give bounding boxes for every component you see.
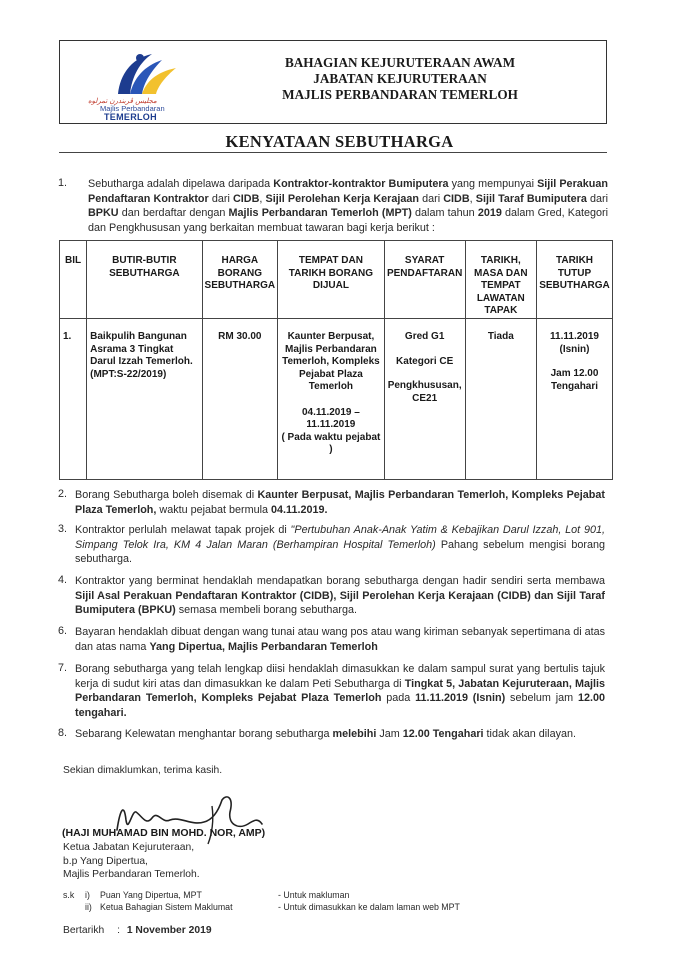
tutup-tarikh: 11.11.2019 (Isnin) [550,331,599,355]
cell-lawatan: Tiada [465,319,536,480]
signatory-name: (HAJI MUHAMAD BIN MOHD. NOR, AMP) [62,827,266,839]
th-syarat: SYARAT PENDAFTARAN [384,241,465,319]
th-harga: HARGA BORANG SEBUTHARGA [202,241,278,319]
p3-number: 3. [58,523,68,535]
p1-bold: Kontraktor-kontraktor Bumiputera [273,178,449,190]
p1-text: dari [418,192,444,205]
paragraph-2 [75,488,605,517]
syarat-pengkhususan: Pengkhususan, CE21 [387,380,462,404]
tempat-lokasi: Kaunter Berpusat, Majlis Perbandaran Temerloh, Kompleks Pejabat Plaza Temerloh [282,331,380,392]
cell-tempat [278,319,385,480]
p3-italic: "Pertubuhan Anak-Anak Yatim & Kebajikan Darul Izzah, Lot 901, Simpang Telok Ira, KM 4 Jalan Maran (Berhampiran Hospital Temerloh) [75,524,605,551]
p2-bold: Kaunter Berpusat, Majlis Perbandaran Temerloh, Kompleks Pejabat Plaza Temerloh, [75,489,605,516]
th-bil: BIL [60,241,87,319]
p7-bold: 11.11.2019 (Isnin) [415,692,506,704]
dept-line-3: MAJLIS PERBANDARAN TEMERLOH [282,87,518,102]
p1-bold: CIDB [443,192,470,205]
logo-swoosh-icon [80,44,190,98]
p8-bold: 12.00 Tengahari [402,728,484,740]
cc-to-2: Ketua Bahagian Sistem Maklumat [100,902,233,912]
closing-text: Sekian dimaklumkan, terima kasih. [63,765,223,776]
tempat-waktu: ( Pada waktu pejabat ) [281,431,381,455]
th-butir: BUTIR-BUTIR SEBUTHARGA [87,241,202,319]
logo-line1: Majlis Perbandaran [100,104,165,113]
p1-text: dalam tahun [411,207,478,219]
logo-line2: TEMERLOH [104,112,157,122]
paragraph-4 [75,574,605,618]
p7-text: Borang sebutharga yang telah lengkap diisi hendaklah dimasukkan ke dalam sampul surat yang bertulis tajuk kerja di sudut kiri atas dan dimasukkan ke dalam Peti Sebutharga di [75,663,605,690]
syarat-gred: Gred G1 [404,331,445,342]
p1-bold: Sijil Perakuan Pendaftaran Kontraktor [88,178,608,205]
p8-number: 8. [58,727,68,739]
paragraph-8 [75,727,605,742]
p6-bold: Yang Dipertua, Majlis Perbandaran Temerloh [149,640,378,653]
department-heading [200,55,600,103]
p1-bold: Majlis Perbandaran Temerloh (MPT) [228,207,412,219]
p1-text: Sebutharga adalah dipelawa daripada [88,178,274,190]
p4-text: semasa membeli borang sebutharga. [175,604,358,616]
syarat-kategori: Kategori CE [396,355,454,367]
p7-text: sebelum jam [505,692,578,704]
table-row [60,319,613,480]
p8-text: Jam [376,728,403,740]
logo-script-text: مجليس ڤربندرن تمرلوه [88,97,157,105]
p1-text: dari [586,192,608,205]
p2-text: Borang Sebutharga boleh disemak di [75,489,258,501]
p1-number: 1. [58,177,68,189]
tempat-tarikh: 04.11.2019 – 11.11.2019 [301,406,360,430]
letterhead-box [59,40,607,124]
date-label: Bertarikh [63,925,105,936]
signatory-title [63,841,200,882]
p8-text: tidak akan dilayan. [483,728,576,740]
p4-bold: Sijil Asal Perakuan Pendaftaran Kontraktor (CIDB), Sijil Perolehan Kerja Kerajaan (CIDB) dan Sijil Taraf Bumiputera (BPKU) [75,589,605,616]
signatory-line-1: Ketua Jabatan Kejuruteraan, [63,842,195,853]
p1-text: , [469,192,476,205]
signatory-line-2: b.p Yang Dipertua, [63,855,148,867]
paragraph-7 [75,662,605,720]
p1-bold: Sijil Taraf Bumiputera [475,192,587,205]
title-divider [59,152,607,153]
p7-bold: 12.00 tengahari. [75,692,605,719]
cc-idx-1: i) [85,890,90,900]
p1-bold: CIDB [233,192,260,205]
date-sep: : [117,925,120,936]
cell-syarat [384,319,465,480]
cc-idx-2: ii) [85,902,92,912]
p4-text: Kontraktor yang berminat hendaklah mendapatkan borang sebutharga dengan hadir sendiri serta membawa [75,575,605,587]
p2-number: 2. [58,488,68,500]
p7-text: pada [381,692,416,704]
th-tutup: TARIKH TUTUP SEBUTHARGA [537,241,613,319]
p7-bold: Tingkat 5, Jabatan Kejuruteraan, Majlis Perbandaran Temerloh, Kompleks Pejabat Plaza Temerloh [75,677,605,704]
tender-table [59,240,613,480]
dept-line-1: BAHAGIAN KEJURUTERAAN AWAM [284,55,516,70]
p6-number: 6. [58,625,68,637]
p3-text: Kontraktor perlulah melawat tapak projek di [75,524,291,536]
paragraph-1 [88,177,608,235]
p2-text: waktu pejabat bermula [156,503,272,516]
p1-text: , [259,192,266,205]
cc-note-1: - Untuk makluman [278,890,350,900]
cell-harga: RM 30.00 [202,319,278,480]
p6-text: Bayaran hendaklah dibuat dengan wang tunai atau wang pos atau wang kiriman sebanyak sepertimana di atas dan atas nama [75,626,606,653]
table-header-row [60,241,613,319]
p4-number: 4. [58,574,68,586]
p1-text: yang mempunyai [448,178,538,190]
cell-butir: Baikpulih Bangunan Asrama 3 Tingkat Darul Izzah Temerloh. (MPT:S-22/2019) [87,319,202,480]
tutup-masa: Jam 12.00 Tengahari [550,368,599,392]
paragraph-3 [75,523,605,567]
p1-bold: 2019 [477,207,502,219]
cell-bil: 1. [60,319,87,480]
cc-note-2: - Untuk dimasukkan ke dalam laman web MPT [278,902,460,912]
p1-bold: BPKU [88,207,119,219]
p1-bold: Sijil Perolehan Kerja Kerajaan [265,192,419,205]
cell-tutup [537,319,613,480]
p2-bold: 04.11.2019. [271,503,328,516]
th-tempat: TEMPAT DAN TARIKH BORANG DIJUAL [278,241,385,319]
th-lawatan: TARIKH, MASA DAN TEMPAT LAWATAN TAPAK [465,241,536,319]
page-title: KENYATAAN SEBUTHARGA [225,132,454,151]
p1-text: dan berdaftar dengan [118,207,229,219]
date-line [63,925,212,936]
date-value: 1 November 2019 [126,925,212,936]
paragraph-6 [75,625,605,654]
dept-line-2: JABATAN KEJURUTERAAN [313,71,487,86]
p3-text: Pahang sebelum mengisi borang sebutharga. [75,538,606,565]
signatory-line-3: Majlis Perbandaran Temerloh. [63,869,200,880]
p1-text: dalam Gred, Kategori dan Pengkhususan yang berkaitan membuat tawaran bagi kerja berikut : [88,207,608,234]
p8-bold: melebihi [332,728,377,740]
p8-text: Sebarang Kelewatan menghantar borang sebutharga [75,728,333,740]
cc-to-1: Puan Yang Dipertua, MPT [100,890,202,900]
p7-number: 7. [58,662,68,674]
p1-text: dari [208,192,233,205]
mpt-logo [80,44,190,122]
cc-label: s.k [63,890,75,900]
